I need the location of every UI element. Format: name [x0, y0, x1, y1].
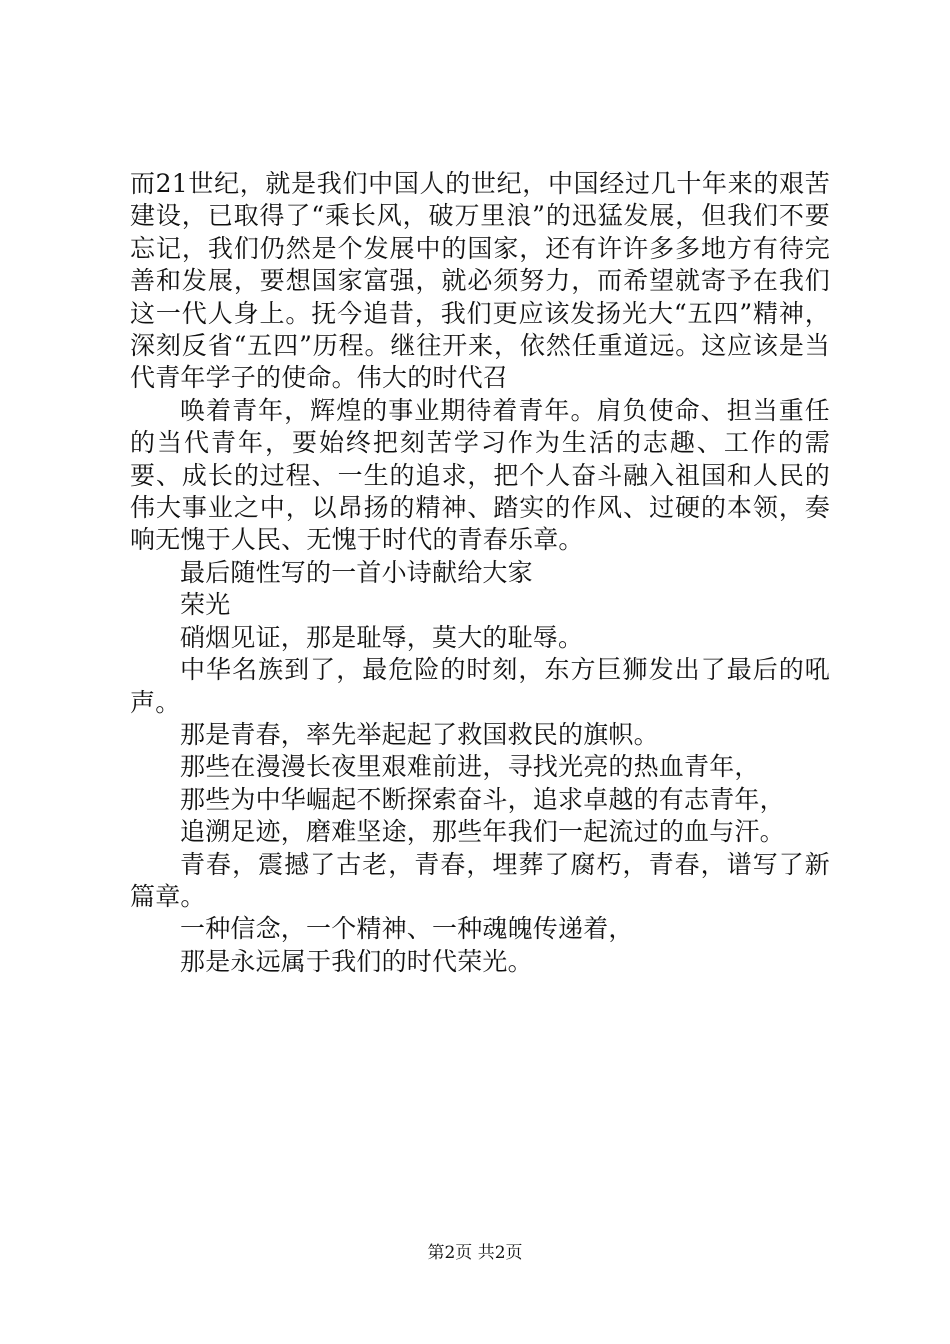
poem-line: 追溯足迹，磨难坚途，那些年我们一起流过的血与汗。 — [180, 817, 785, 847]
poem-title: 荣光 — [180, 590, 231, 620]
poem-line: 硝烟见证，那是耻辱，莫大的耻辱。 — [180, 622, 584, 652]
poem-line: 那是青春，率先举起起了救国救民的旗帜。 — [180, 719, 659, 749]
poem-line: 那些在漫漫长夜里艰难前进，寻找光亮的热血青年， — [180, 752, 760, 782]
paragraph-21st-century: 而21世纪，就是我们中国人的世纪，中国经过几十年来的艰苦建设，已取得了“乘长风，破万里浪”的迅猛发展，但我们不要忘记，我们仍然是个发展中的国家，还有许许多多地方有待完善和发展，要想国家富强，就必须努力，而希望就寄予在我们这一代人身上。抚今追昔，我们更应该发扬光大“五四”精神，深刻反省“五四”历程。继往开来，依然任重道远。这应该是当代青年学子的使命。伟大的时代召 — [130, 169, 830, 393]
poem-line: 那是永远属于我们的时代荣光。 — [180, 946, 533, 976]
poem-line: 青春，震撼了古老，青春，埋葬了腐朽，青春，谱写了新篇章。 — [130, 849, 830, 911]
document-body — [130, 168, 830, 978]
page-number-footer: 第2页 共2页 — [427, 1243, 523, 1263]
poem-line: 中华名族到了，最危险的时刻，东方巨狮发出了最后的吼声。 — [130, 655, 830, 717]
poem-line: 那些为中华崛起不断探索奋斗，追求卓越的有志青年， — [180, 784, 785, 814]
paragraph-youth-mission: 唤着青年，辉煌的事业期待着青年。肩负使命、担当重任的当代青年，要始终把刻苦学习作为生活的志趣、工作的需要、成长的过程、一生的追求，把个人奋斗融入祖国和人民的伟大事业之中，以昂扬的精神、踏实的作风、过硬的本领，奏响无愧于人民、无愧于时代的青春乐章。 — [130, 395, 830, 555]
poem-intro: 最后随性写的一首小诗献给大家 — [180, 557, 533, 587]
poem-line: 一种信念，一个精神、一种魂魄传递着， — [180, 914, 634, 944]
